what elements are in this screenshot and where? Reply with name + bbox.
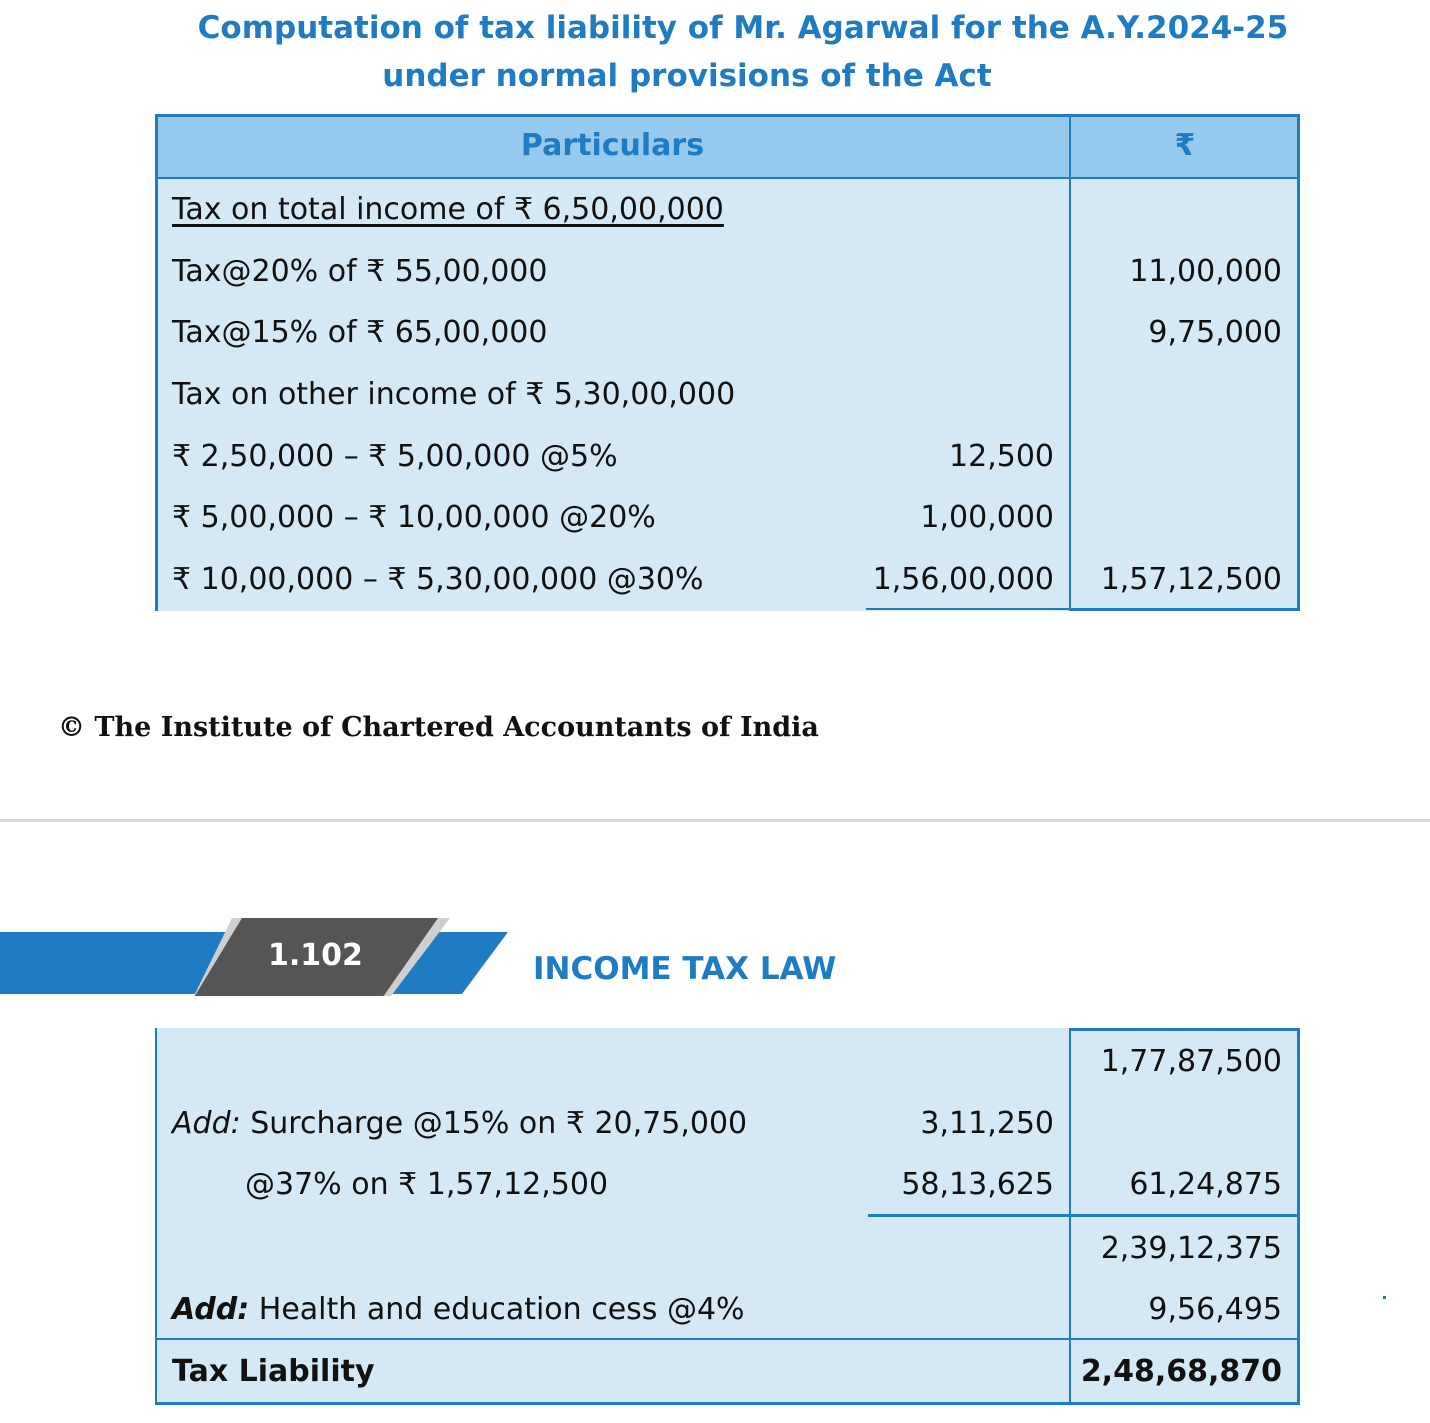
page-title: Computation of tax liability of Mr. Agarwal for the A.Y.2024-25 (197, 10, 1289, 46)
table-row (155, 550, 1300, 612)
row-amount: 61,24,875 (1129, 1167, 1282, 1202)
table-row (155, 180, 1300, 242)
row-particular: ₹ 10,00,000 – ₹ 5,30,00,000 @30% (172, 562, 704, 597)
row-particular: Tax@15% of ₹ 65,00,000 (172, 315, 548, 350)
subtotal-line (868, 1214, 1300, 1217)
amount-col-top (1069, 1028, 1300, 1031)
total-label: Tax Liability (172, 1354, 375, 1389)
row-particular: @37% on ₹ 1,57,12,500 (245, 1167, 609, 1202)
table-row (155, 1280, 1300, 1342)
row-particular: ₹ 5,00,000 – ₹ 10,00,000 @20% (172, 500, 656, 535)
row-particular: Tax on other income of ₹ 5,30,00,000 (172, 377, 736, 412)
header-particulars: Particulars (520, 128, 705, 163)
section-banner (0, 916, 520, 996)
mid-col-underline (866, 608, 1071, 610)
table-row (155, 303, 1300, 365)
row-amount: 2,39,12,375 (1100, 1231, 1282, 1266)
row-amount: 1,77,87,500 (1100, 1044, 1282, 1079)
stray-dot (1383, 1296, 1386, 1299)
row-particular: ₹ 2,50,000 – ₹ 5,00,000 @5% (172, 439, 618, 474)
table-row (155, 1032, 1300, 1094)
copyright-footer: © The Institute of Chartered Accountants of India (58, 712, 819, 743)
table-border-left (155, 114, 158, 611)
table-row (155, 365, 1300, 427)
header-border-bottom (155, 177, 1300, 179)
table-row (155, 1219, 1300, 1281)
row-amount: 9,75,000 (1148, 315, 1282, 350)
table-border-left-lower (155, 1215, 157, 1405)
amount-col-bottom (1069, 608, 1300, 611)
cess-line (1069, 1338, 1300, 1340)
row-amount: 9,56,495 (1148, 1292, 1282, 1327)
row-particular (172, 1292, 745, 1327)
row-particular: Tax on total income of ₹ 6,50,00,000 (172, 192, 724, 227)
row-mid-amount: 12,500 (949, 439, 1054, 474)
row-particular (172, 1106, 747, 1141)
table-border-right (1297, 114, 1300, 611)
row-amount: 1,57,12,500 (1100, 562, 1282, 597)
page-subtitle: under normal provisions of the Act (382, 58, 992, 94)
section-title: INCOME TAX LAW (533, 951, 837, 987)
row-particular-text: Surcharge @15% on ₹ 20,75,000 (240, 1106, 748, 1141)
table-row (155, 1094, 1300, 1156)
tax-table-1 (155, 114, 1300, 611)
table-row (155, 1155, 1300, 1217)
header-rupee: ₹ (1174, 128, 1196, 163)
row-particular: Tax@20% of ₹ 55,00,000 (172, 254, 548, 289)
table-border-top (155, 114, 1300, 117)
table-border-left (155, 1028, 157, 1215)
total-row (155, 1342, 1300, 1404)
add-prefix: Add: (172, 1292, 250, 1327)
row-mid-amount: 1,00,000 (920, 500, 1054, 535)
column-divider (1069, 114, 1071, 611)
row-mid-amount: 1,56,00,000 (872, 562, 1054, 597)
row-particular-text: Health and education cess @4% (249, 1292, 745, 1327)
tax-table-2 (155, 1028, 1300, 1405)
table-header (155, 114, 1300, 178)
row-mid-amount: 3,11,250 (920, 1106, 1054, 1141)
table-row (155, 427, 1300, 489)
row-amount: 11,00,000 (1129, 254, 1282, 289)
table-row (155, 488, 1300, 550)
page-number: 1.102 (268, 938, 363, 973)
page-divider (0, 819, 1430, 822)
total-amount: 2,48,68,870 (1080, 1354, 1282, 1389)
add-prefix: Add: (172, 1106, 241, 1141)
total-line-top (155, 1338, 1071, 1340)
row-mid-amount: 58,13,625 (901, 1167, 1054, 1202)
table-row (155, 242, 1300, 304)
table-border-bottom (155, 1402, 1300, 1405)
